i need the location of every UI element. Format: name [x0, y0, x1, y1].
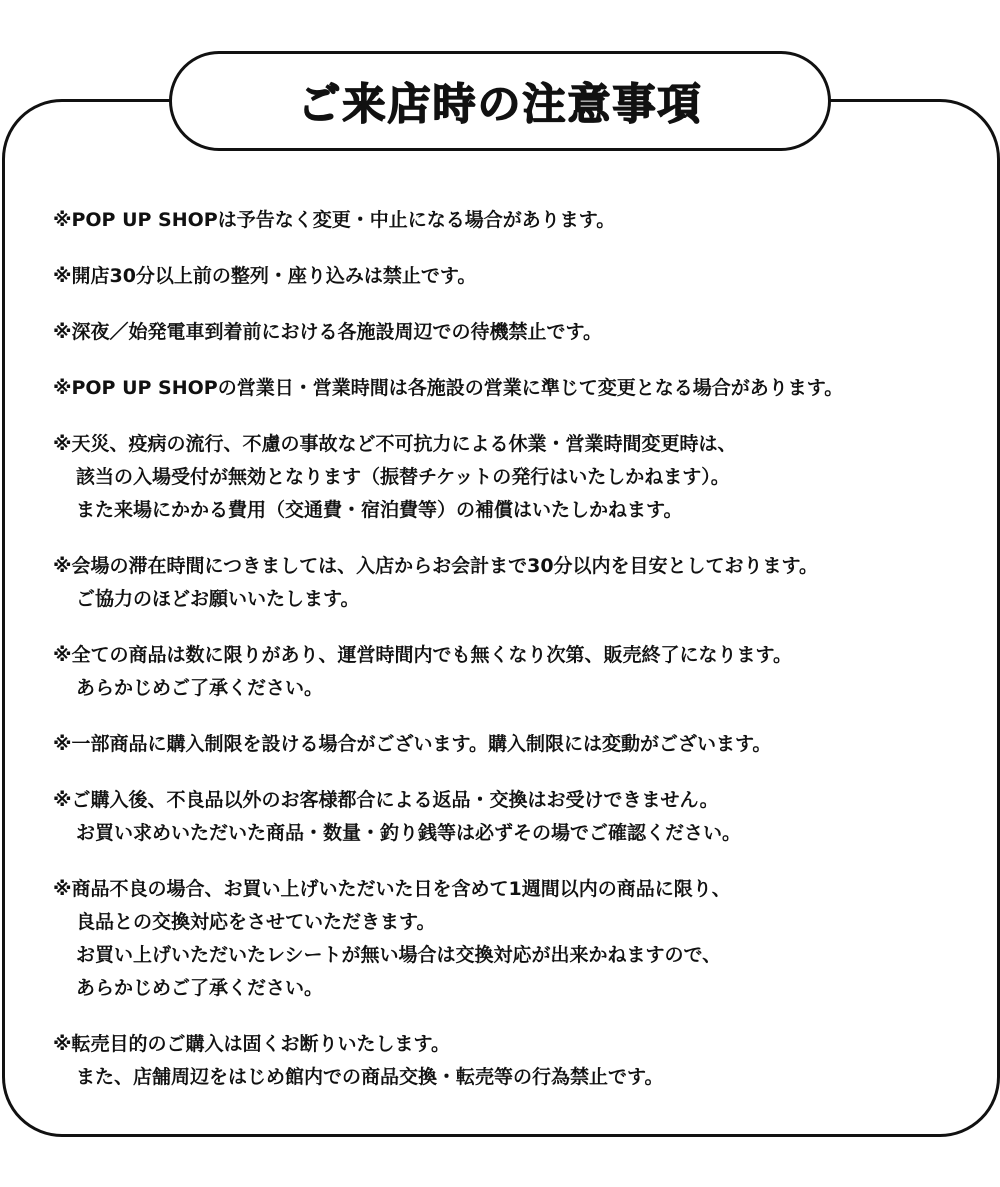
note-item	[53, 639, 983, 705]
note-item	[53, 372, 983, 405]
note-item	[53, 204, 983, 237]
note-line: ※ご購入後、不良品以外のお客様都合による返品・交換はお受けできません。	[53, 789, 719, 811]
note-line: また、店舗周辺をはじめ館内での商品交換・転売等の行為禁止です。	[76, 1066, 664, 1088]
note-line: お買い上げいただいたレシートが無い場合は交換対応が出来かねますので、	[76, 944, 722, 966]
note-line: ※転売目的のご購入は固くお断りいたします。	[53, 1033, 450, 1055]
note-item	[53, 728, 983, 761]
note-line: ※会場の滞在時間につきましては、入店からお会計まで30分以内を目安としております。	[53, 555, 819, 577]
notes-list	[53, 204, 983, 1117]
note-item	[53, 873, 983, 1005]
note-line: ※開店30分以上前の整列・座り込みは禁止です。	[53, 265, 477, 287]
note-line: ※全ての商品は数に限りがあり、運営時間内でも無くなり次第、販売終了になります。	[53, 644, 792, 666]
note-line: ※深夜／始発電車到着前における各施設周辺での待機禁止です。	[53, 321, 602, 343]
note-item	[53, 316, 983, 349]
note-item	[53, 428, 983, 527]
note-line: ※天災、疫病の流行、不慮の事故など不可抗力による休業・営業時間変更時は、	[53, 433, 737, 455]
title-badge	[169, 51, 831, 151]
note-item	[53, 1028, 983, 1094]
note-line: お買い求めいただいた商品・数量・釣り銭等は必ずその場でご確認ください。	[76, 822, 742, 844]
note-line: 該当の入場受付が無効となります（振替チケットの発行はいたしかねます）。	[76, 466, 730, 488]
note-line: あらかじめご了承ください。	[76, 977, 324, 999]
note-line: ※商品不良の場合、お買い上げいただいた日を含めて1週間以内の商品に限り、	[53, 878, 731, 900]
note-item	[53, 784, 983, 850]
note-line: ※POP UP SHOPの営業日・営業時間は各施設の営業に準じて変更となる場合があります。	[53, 377, 844, 399]
note-line: また来場にかかる費用（交通費・宿泊費等）の補償はいたしかねます。	[76, 499, 683, 521]
note-line: ご協力のほどお願いいたします。	[76, 588, 360, 610]
note-line: ※POP UP SHOPは予告なく変更・中止になる場合があります。	[53, 209, 616, 231]
note-item	[53, 260, 983, 293]
page-title: ご来店時の注意事項	[297, 79, 703, 130]
note-line: ※一部商品に購入制限を設ける場合がございます。購入制限には変動がございます。	[53, 733, 772, 755]
note-line: あらかじめご了承ください。	[76, 677, 324, 699]
note-line: 良品との交換対応をさせていただきます。	[76, 911, 436, 933]
note-item	[53, 550, 983, 616]
